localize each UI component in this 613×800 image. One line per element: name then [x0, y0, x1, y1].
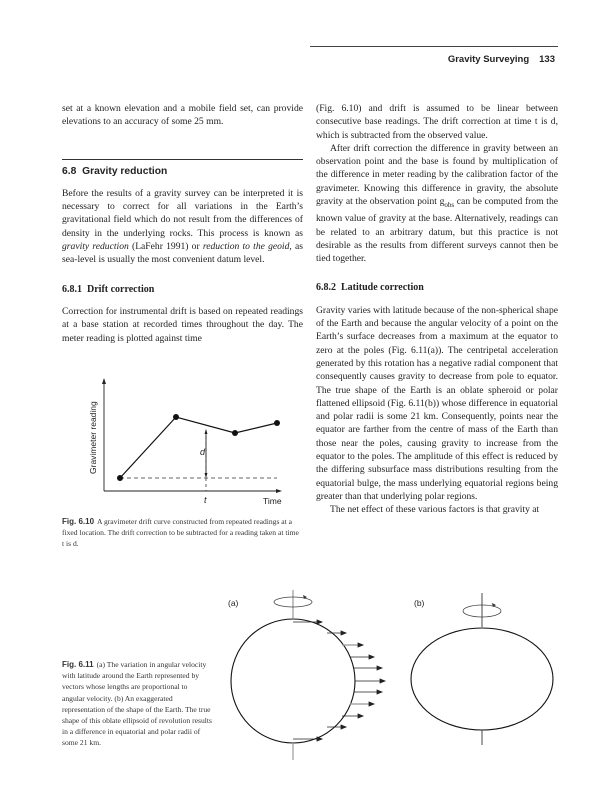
figure-6-10-drift-chart	[80, 370, 310, 510]
gravity-reduction-paragraph: Before the results of a gravity survey can be interpreted it is necessary to correct for all variations in the Earth’s gravitational field which do not result from the differences of density in the underlying rocks. This process is known as gravity reduction (LaFehr 1991) or reduction to the geoid, as sea-level is usually the most convenient datum level.	[62, 187, 303, 266]
subsection-heading-latitude: 6.8.2 Latitude correction	[316, 282, 424, 294]
figure-6-11-earth-shape	[220, 585, 590, 800]
latitude-paragraph: Gravity varies with latitude because of the non-spherical shape of the Earth and because the angular velocity of a point on the Earth’s surface decreases from a maximum at the equator to zero at the poles (Fig. 6.11(a)). The centripetal acceleration generated by this rotation has a negative radial component that consequently causes gravity to decrease from pole to equator. The true shape of the Earth is an oblate spheroid or polar flattened ellipsoid (Fig. 6.11(b)) whose difference in equatorial and polar radii is some 21 km. Consequently, points near the equator are farther from the centre of mass of the Earth than those near the poles, causing gravity to increase from the equator to the poles. The amplitude of this effect is reduced by the differing subsurface mass distributions resulting from the equatorial bulge, the mass underlying equatorial regions being greater than that underlying polar regions.	[316, 304, 558, 502]
figure-label: Fig. 6.11	[62, 660, 94, 669]
figure-6-11-caption: Fig. 6.11 (a) The variation in angular velocity with latitude around the Earth represented by vectors whose lengths are proportional to angular velocity. (b) An exaggerated representation of the shape of the Earth. The true shape of this oblate ellipsoid of revolution results in a difference in equatorial and polar radii of some 21 km.	[62, 660, 212, 748]
subsection-heading-drift: 6.8.1 Drift correction	[62, 283, 155, 295]
x-axis-label: Time	[263, 496, 282, 506]
section-rule	[62, 159, 303, 160]
header-rule	[310, 46, 558, 47]
intro-paragraph: set at a known elevation and a mobile field set, can provide elevations to an accuracy of some 25 mm.	[62, 103, 303, 128]
panel-a-label: (a)	[228, 598, 239, 608]
figure-label: Fig. 6.10	[62, 517, 95, 526]
t-label: t	[204, 495, 207, 505]
panel-b-label: (b)	[414, 598, 425, 608]
figure-6-10-caption: Fig. 6.10 A gravimeter drift curve constructed from repeated readings at a fixed location. The drift correction to be subtracted for a reading taken at time t is d.	[62, 517, 299, 549]
running-head	[448, 54, 555, 65]
page-number: 133	[539, 54, 555, 65]
section-heading: 6.8 Gravity reduction	[62, 165, 168, 177]
gravity-difference-paragraph: After drift correction the difference in gravity between an observation point and the base is found by multiplication of the difference in meter reading by the calibration factor of the gravimeter. Knowing this difference in gravity, the absolute gravity at the observation point $g_{obs}$ can be computed from the known value of gravity at the base. Alternatively, readings can be related to an arbitrary datum, but this practice is not desirable as the results from different surveys cannot then be tied together.	[316, 142, 559, 265]
drift-paragraph: Correction for instrumental drift is based on repeated readings at a base station at recorded times throughout the day. The meter reading is plotted against time	[62, 305, 303, 344]
y-axis-label: Gravimeter reading	[88, 401, 98, 474]
running-title: Gravity Surveying	[447, 54, 530, 65]
left-column	[62, 102, 303, 345]
d-label: d	[200, 447, 206, 457]
net-effect-paragraph: The net effect of these various factors is that gravity at	[330, 504, 540, 516]
drift-continued-paragraph: (Fig. 6.10) and drift is assumed to be linear between consecutive base readings. The drift correction at time t is d, which is subtracted from the observed value.	[316, 103, 558, 141]
right-column	[316, 102, 558, 517]
